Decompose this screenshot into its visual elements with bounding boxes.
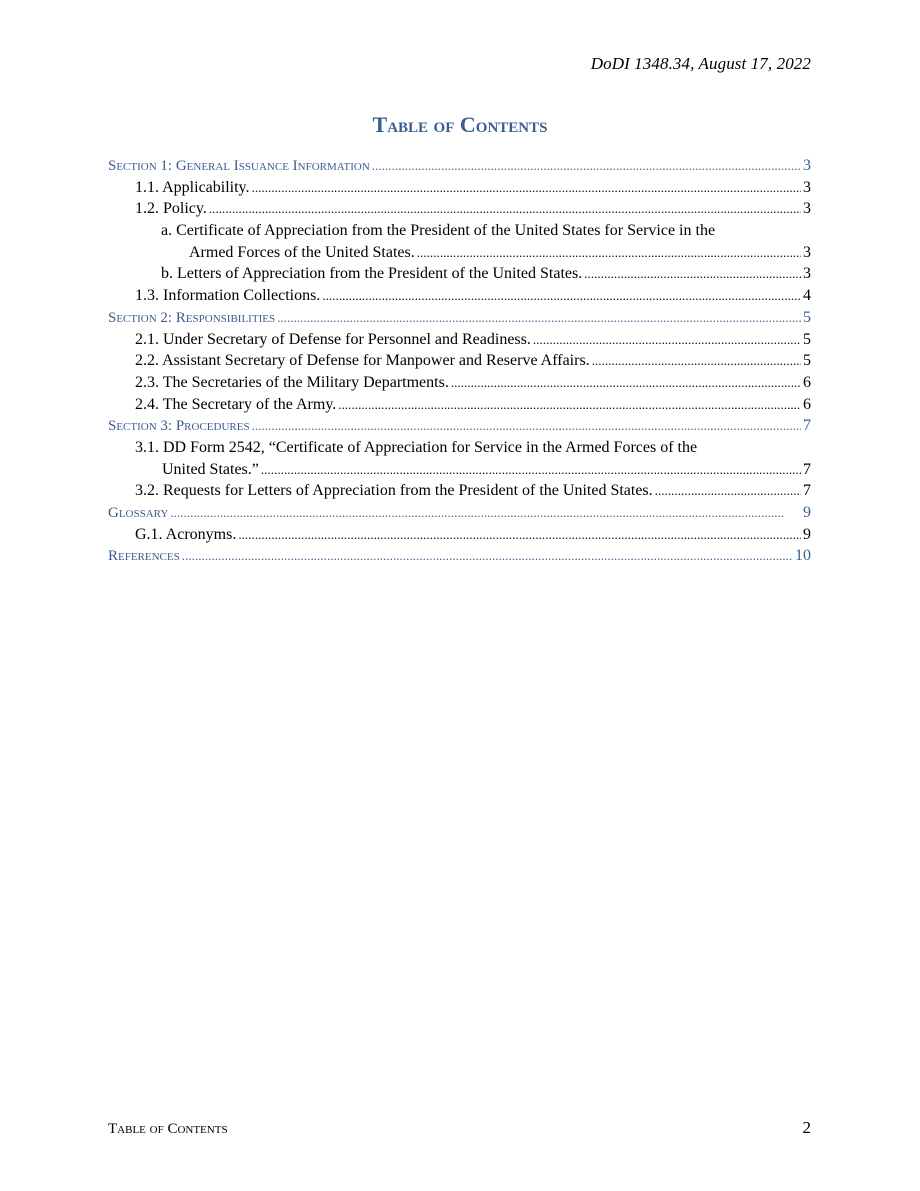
dot-leader: [372, 155, 801, 177]
toc-page-number: 7: [801, 480, 811, 502]
toc-entry-2-4[interactable]: [108, 394, 811, 416]
dot-leader: [592, 350, 801, 372]
dot-leader: [655, 480, 801, 502]
toc-page-number: 7: [801, 415, 811, 437]
toc-entry-1-2-a[interactable]: [108, 242, 811, 264]
dot-leader: [322, 285, 801, 307]
toc-entry-3-2[interactable]: [108, 480, 811, 502]
toc-entry-label: G.1. Acronyms.: [135, 524, 238, 546]
toc-entry-1-2-a-line1[interactable]: a. Certificate of Appreciation from the President of the United States for Service in the: [161, 222, 716, 240]
toc-entry-3-1[interactable]: [108, 459, 811, 481]
toc-entry-label: United States.”: [162, 459, 261, 481]
toc-entry-label: 2.2. Assistant Secretary of Defense for Manpower and Reserve Affairs.: [135, 350, 592, 372]
dot-leader: [170, 502, 801, 524]
toc-page-number: 3: [801, 155, 811, 177]
table-of-contents: [108, 155, 811, 567]
toc-page-number: 4: [801, 285, 811, 307]
dot-leader: [261, 459, 801, 481]
toc-entry-label: 2.3. The Secretaries of the Military Departments.: [135, 372, 451, 394]
toc-page-number: 5: [801, 307, 811, 329]
toc-entry-label: 2.1. Under Secretary of Defense for Personnel and Readiness.: [135, 329, 533, 351]
dot-leader: [252, 415, 801, 437]
toc-entry-label: 2.4. The Secretary of the Army.: [135, 394, 338, 416]
toc-entry-1-3[interactable]: [108, 285, 811, 307]
dot-leader: [277, 307, 801, 329]
toc-entry-label: Glossary: [108, 503, 170, 525]
toc-page-number: 10: [793, 545, 811, 567]
toc-entry-1-1[interactable]: [108, 177, 811, 199]
toc-entry-1-2-b[interactable]: [108, 263, 811, 285]
toc-section-1[interactable]: [108, 155, 811, 177]
toc-page-number: 6: [801, 394, 811, 416]
toc-page-number: 9: [801, 524, 811, 546]
dot-leader: [338, 394, 801, 416]
dot-leader: [417, 242, 801, 264]
toc-entry-g-1[interactable]: [108, 524, 811, 546]
toc-entry-label: b. Letters of Appreciation from the President of the United States.: [161, 263, 584, 285]
toc-page-number: 3: [801, 198, 811, 220]
toc-entry-label: References: [108, 546, 182, 568]
footer-section-title: Table of Contents: [108, 1121, 228, 1137]
dot-leader: [451, 372, 801, 394]
dot-leader: [584, 263, 801, 285]
toc-entry-label: Section 3: Procedures: [108, 416, 252, 438]
dot-leader: [533, 329, 801, 351]
toc-entry-1-2[interactable]: [108, 198, 811, 220]
dot-leader: [238, 524, 801, 546]
toc-entry-label: Armed Forces of the United States.: [189, 242, 417, 264]
toc-entry-2-1[interactable]: [108, 329, 811, 351]
toc-title: Table of Contents: [372, 112, 548, 137]
dot-leader: [252, 177, 801, 199]
toc-entry-2-2[interactable]: [108, 350, 811, 372]
dot-leader: [209, 198, 801, 220]
toc-page-number: 6: [801, 372, 811, 394]
toc-entry-label: 1.3. Information Collections.: [135, 285, 322, 307]
toc-entry-2-3[interactable]: [108, 372, 811, 394]
toc-page-number: 9: [801, 502, 811, 524]
toc-page-number: 3: [801, 263, 811, 285]
toc-page-number: 5: [801, 329, 811, 351]
toc-glossary[interactable]: [108, 502, 811, 524]
dot-leader: [182, 545, 793, 567]
toc-entry-label: 3.2. Requests for Letters of Appreciation from the President of the United States.: [135, 480, 655, 502]
toc-entry-label: 1.2. Policy.: [135, 198, 209, 220]
page-number: 2: [802, 1118, 811, 1137]
toc-entry-label: 1.1. Applicability.: [135, 177, 252, 199]
toc-section-2[interactable]: [108, 307, 811, 329]
toc-page-number: 7: [801, 459, 811, 481]
toc-references[interactable]: [108, 545, 811, 567]
toc-page-number: 3: [801, 242, 811, 264]
page-header: DoDI 1348.34, August 17, 2022: [590, 54, 811, 73]
toc-section-3[interactable]: [108, 415, 811, 437]
toc-entry-label: Section 1: General Issuance Information: [108, 156, 372, 178]
toc-page-number: 3: [801, 177, 811, 199]
toc-entry-label: Section 2: Responsibilities: [108, 308, 277, 330]
toc-page-number: 5: [801, 350, 811, 372]
page-footer: [108, 1118, 811, 1138]
toc-entry-3-1-line1[interactable]: 3.1. DD Form 2542, “Certificate of Appreciation for Service in the Armed Forces of the: [135, 438, 698, 456]
